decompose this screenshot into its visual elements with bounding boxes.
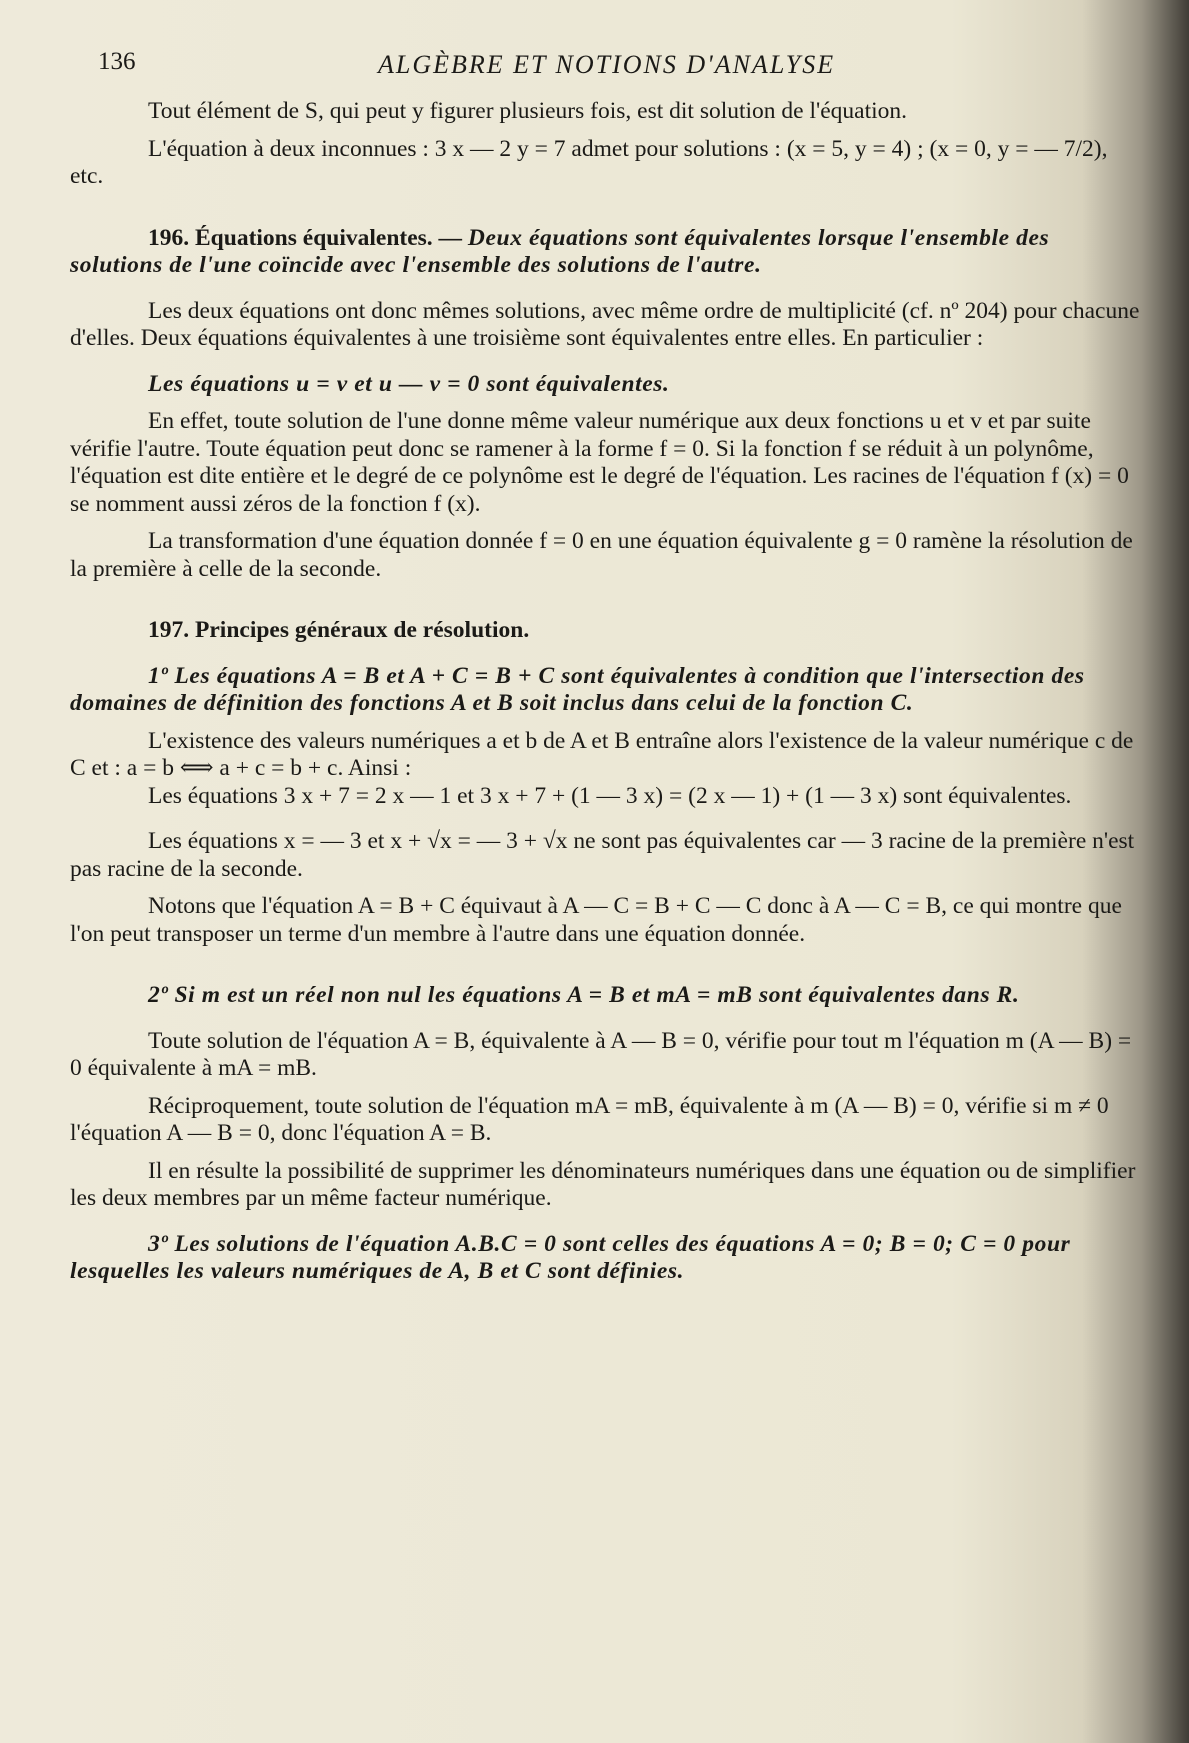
page-number: 136 (98, 48, 136, 75)
page-body (70, 98, 1145, 1286)
paragraph-solution-definition: Tout élément de S, qui peut y figurer plusieurs fois, est dit solution de l'équation. (148, 98, 908, 124)
running-title: ALGÈBRE ET NOTIONS D'ANALYSE (378, 50, 836, 79)
paragraph-example-two-unknowns: L'équation à deux inconnues : 3 x — 2 y = 7 admet pour solutions : (x = 5, y = 4) ; (x = 0, y = — 7/2), etc. (70, 135, 1108, 189)
paragraph-multiplicity: Les deux équations ont donc mêmes solutions, avec même ordre de multiplicité (cf. nº 204) pour chacune d'elles. Deux équations équivalentes à une troisième sont équivalentes entre elles. En particulier : (70, 297, 1140, 351)
principle-1: 1º Les équations A = B et A + C = B + C sont équivalentes à condition que l'intersection des domaines de définition des fonctions A et B soit inclus dans celui de la fonction C. (70, 662, 1085, 716)
section-196-statement: Deux équations sont équivalentes lorsque l'ensemble des solutions de l'une coïncide avec l'ensemble des solutions de l'autre. (70, 224, 1050, 278)
paragraph-example-linear: Les équations 3 x + 7 = 2 x — 1 et 3 x + 7 + (1 — 3 x) = (2 x — 1) + (1 — 3 x) sont équivalentes. (148, 782, 1072, 809)
paragraph-transpose: Notons que l'équation A = B + C équivaut à A — C = B + C — C donc à A — C = B, ce qui montre que l'on peut transposer un terme d'un membre à l'autre dans une équation donnée. (70, 893, 1122, 947)
paragraph-reciprocal: Réciproquement, toute solution de l'équation mA = mB, équivalente à m (A — B) = 0, vérifie si m ≠ 0 l'équation A — B = 0, donc l'équation A = B. (70, 1092, 1109, 1146)
section-196 (70, 225, 1145, 280)
page-header (98, 44, 1108, 84)
principle-3: 3º Les solutions de l'équation A.B.C = 0 sont celles des équations A = 0; B = 0; C = 0 pour lesquelles les valeurs numériques de A, B et C sont définies. (70, 1230, 1071, 1284)
paragraph-form-f-zero: En effet, toute solution de l'une donne même valeur numérique aux deux fonctions u et v et par suite vérifie l'autre. Toute équation peut donc se ramener à la forme f = 0. Si la fonction f se réduit à un polynôme, l'équation est dite entière et le degré de ce polynôme est le degré de l'équation. Les racines de l'équation f (x) = 0 se nomment aussi zéros de la fonction f (x). (70, 408, 1129, 517)
paragraph-solution-mA: Toute solution de l'équation A = B, équivalente à A — B = 0, vérifie pour tout m l'équation m (A — B) = 0 équivalente à mA = mB. (70, 1027, 1132, 1081)
statement-u-v-equivalent: Les équations u = v et u — v = 0 sont équivalentes. (148, 370, 670, 397)
paragraph-example-sqrt: Les équations x = — 3 et x + √x = — 3 + √x ne sont pas équivalentes car — 3 racine de la première n'est pas racine de la seconde. (70, 828, 1135, 882)
section-197-heading: 197. Principes généraux de résolution. (148, 617, 530, 643)
paragraph-denominators: Il en résulte la possibilité de supprimer les dénominateurs numériques dans une équation ou de simplifier les deux membres par un même facteur numérique. (70, 1157, 1136, 1211)
section-196-heading: 196. Équations équivalentes. — (148, 224, 463, 251)
paragraph-numeric-values: L'existence des valeurs numériques a et b de A et B entraîne alors l'existence de la valeur numérique c de C et : a = b ⟺ a + c = b + c. Ainsi : (70, 727, 1134, 781)
principle-2: 2º Si m est un réel non nul les équations A = B et mA = mB sont équivalentes dans R. (148, 982, 1020, 1008)
paragraph-transformation: La transformation d'une équation donnée f = 0 en une équation équivalente g = 0 ramène la résolution de la première à celle de la seconde. (70, 528, 1133, 582)
